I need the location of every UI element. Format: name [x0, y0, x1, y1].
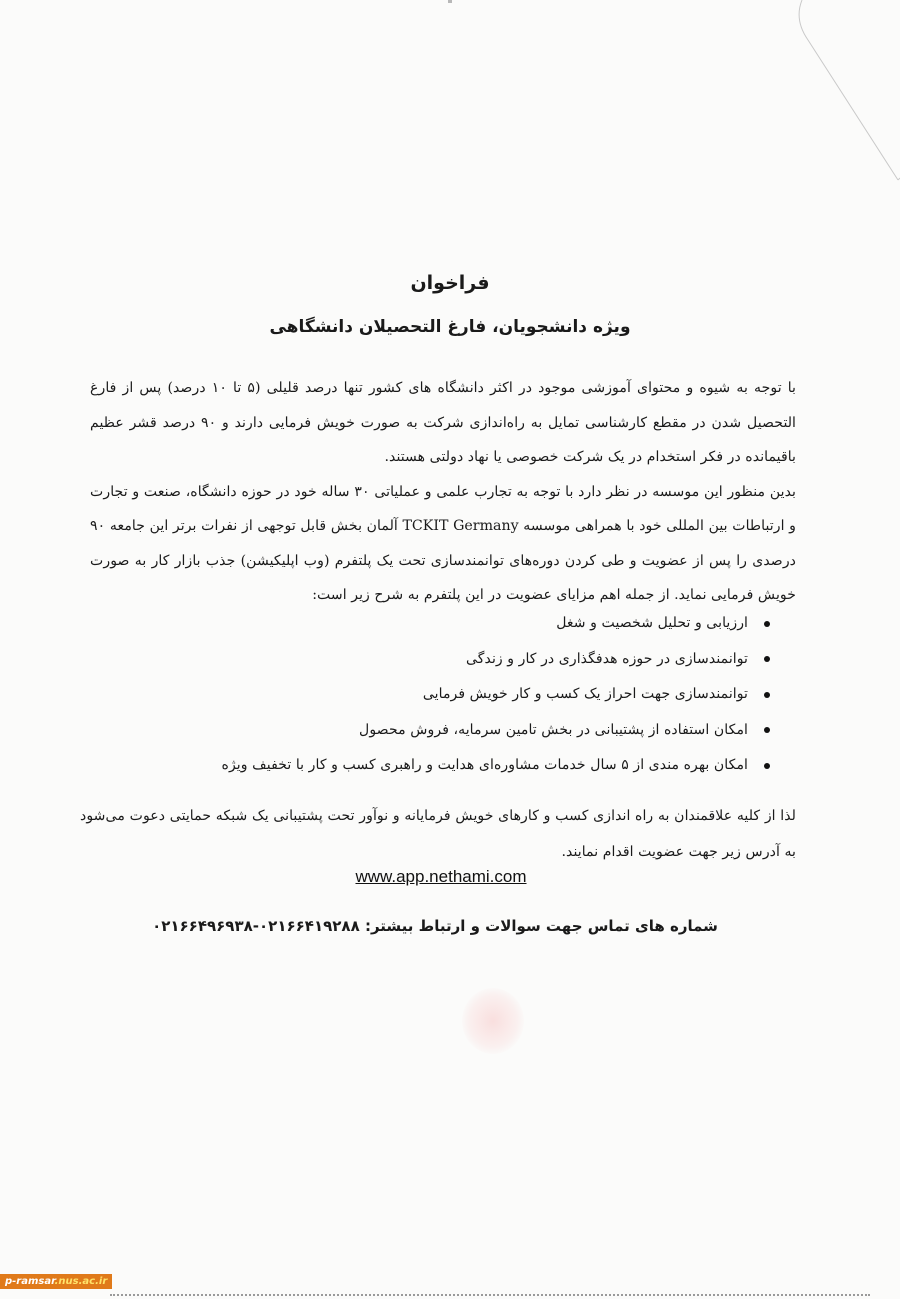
list-item-text: توانمندسازی در حوزه هدفگذاری در کار و زندگی — [465, 650, 748, 667]
watermark-site: p-ramsar — [5, 1276, 55, 1287]
bullet-icon — [764, 692, 770, 698]
bullet-icon — [764, 621, 770, 627]
scan-mark — [448, 0, 452, 3]
bullet-icon — [764, 763, 770, 769]
closing-text — [80, 798, 796, 870]
bullet-icon — [764, 727, 770, 733]
list-item-text: امکان استفاده از پشتیبانی در بخش تامین سرمایه، فروش محصول — [359, 721, 748, 738]
purpose-paragraph: بدین منظور این موسسه در نظر دارد با توجه به تجارب علمی و عملیاتی ۳۰ ساله خود در حوزه دانشگاه، صنعت و تجارت و ارتباطات بین المللی خود با همراهی موسسه TCKIT Germany آلمان بخش قابل توجهی از نفرات برتر این جامعه ۹۰ درصدی را پس از عضویت و طی کردن دوره‌های توانمندسازی تحت یک پلتفرم (وب اپلیکیشن) جذب بازار کار به صورت خویش فرمایی نماید. از جمله اهم مزایای عضویت در این پلتفرم به شرح زیر است: — [90, 483, 796, 603]
folded-corner — [780, 0, 900, 190]
bullet-icon — [764, 656, 770, 662]
announcement-header — [100, 268, 800, 342]
invitation-paragraph: لذا از کلیه علاقمندان به راه اندازی کسب و کارهای خویش فرمایانه و نوآور تحت پشتیبانی یک شبکه حمایتی دعوت می‌شود به آدرس زیر جهت عضویت اقدام نمایند. — [80, 808, 796, 860]
list-item-text: ارزیابی و تحلیل شخصیت و شغل — [556, 615, 748, 631]
list-item-text: امکان بهره مندی از ۵ سال خدمات مشاوره‌ای هدایت و راهبری کسب و کار با تخفیف ویژه — [221, 757, 748, 773]
page-subtitle: ویژه دانشجویان، فارغ التحصیلان دانشگاهی — [269, 317, 631, 337]
benefits-list — [200, 606, 770, 784]
contact-numbers: شماره های تماس جهت سوالات و ارتباط بیشتر: ۰۲۱۶۶۴۱۹۲۸۸-۰۲۱۶۶۴۹۶۹۳۸ — [152, 917, 718, 935]
list-item — [200, 606, 770, 642]
page-title: فراخوان — [410, 272, 490, 294]
site-watermark[interactable] — [0, 1274, 112, 1289]
website-link[interactable]: www.app.nethami.com — [355, 867, 527, 886]
list-item — [200, 748, 770, 784]
body-text — [90, 371, 796, 613]
intro-paragraph: با توجه به شیوه و محتوای آموزشی موجود در اکثر دانشگاه های کشور تنها درصد قلیلی (۵ تا ۱۰ درصد) پس از فارغ التحصیل شدن در مقطع کارشناسی تمایل به راه‌اندازی شرکت به صورت خویش فرمایی دارند و ۹۰ درصد قشر عظیم باقیمانده در فکر استخدام در یک شرکت خصوصی یا نهاد دولتی هستند. — [90, 380, 796, 465]
faint-stamp — [462, 988, 524, 1054]
list-item — [200, 642, 770, 678]
page-bottom-edge — [110, 1294, 870, 1296]
list-item — [200, 677, 770, 713]
list-item-text: توانمندسازی جهت احراز یک کسب و کار خویش فرمایی — [422, 686, 748, 702]
watermark-domain: .nus.ac.ir — [54, 1276, 108, 1287]
list-item — [200, 713, 770, 749]
